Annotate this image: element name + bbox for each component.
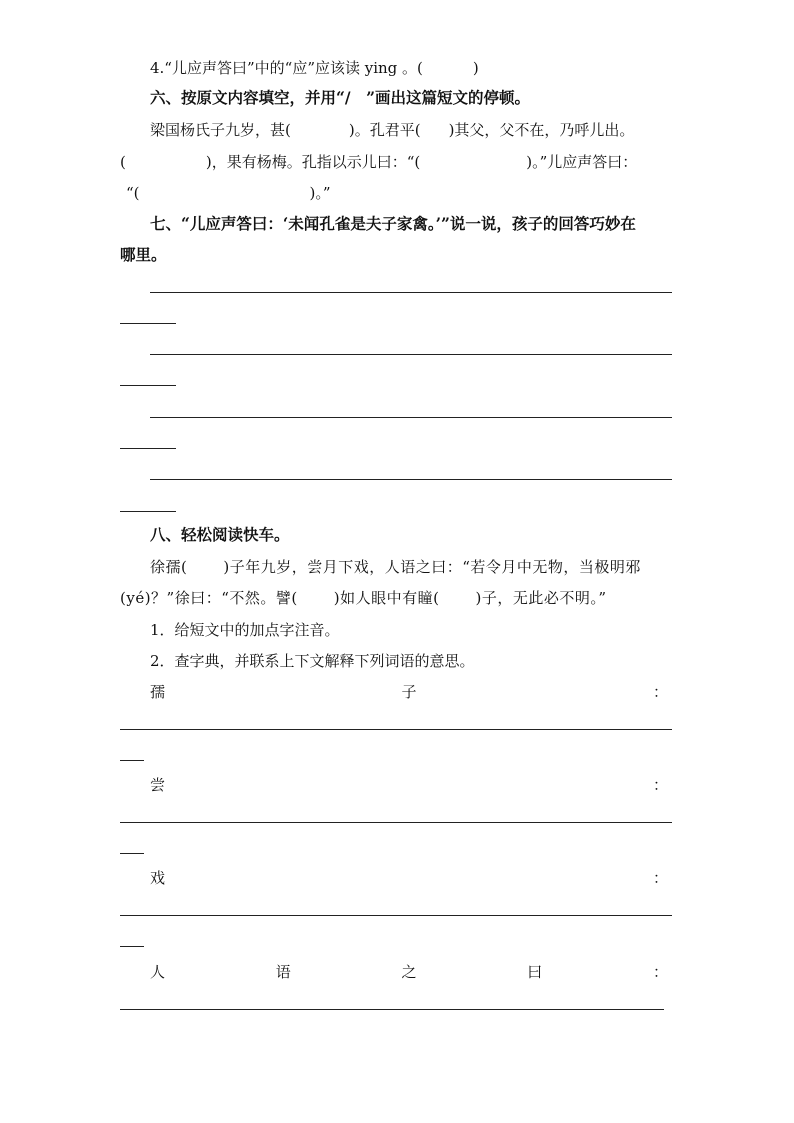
answer-line-end <box>120 385 176 386</box>
answer-line[interactable] <box>120 1009 664 1010</box>
section-8-passage-2: (yé)？”徐曰：“不然。譬( )如人眼中有瞳( )子，无此必不明。” <box>120 589 607 607</box>
answer-line[interactable] <box>120 729 672 730</box>
task-2: 2．查字典，并联系上下文解释下列词语的意思。 <box>150 652 475 670</box>
question-4: 4.“儿应声答曰”中的“应”应该读 ying 。( ) <box>150 59 479 77</box>
answer-line-end <box>120 448 176 449</box>
section-7-title: 七、“儿应声答曰：‘未闻孔雀是夫子家禽。’”说一说，孩子的回答巧妙在 <box>150 214 636 233</box>
answer-line[interactable] <box>150 292 672 293</box>
answer-line[interactable] <box>120 822 672 823</box>
section-6-line-2: ( )，果有杨梅。孔指以示儿曰：“( )。”儿应声答曰： <box>120 153 638 171</box>
answer-line[interactable] <box>120 915 672 916</box>
answer-line-end <box>120 853 144 854</box>
section-8-passage-1: 徐孺( )子年九岁，尝月下戏，人语之曰：“若令月中无物，当极明邪 <box>150 558 641 576</box>
answer-line-end <box>120 760 144 761</box>
answer-line[interactable] <box>150 479 672 480</box>
answer-line-end <box>120 323 176 324</box>
answer-line[interactable] <box>150 417 672 418</box>
task-1: 1．给短文中的加点字注音。 <box>150 621 340 639</box>
word-2-row: 尝 ： <box>150 776 668 794</box>
answer-line[interactable] <box>150 354 672 355</box>
word-3-row: 戏 ： <box>150 869 668 887</box>
answer-line-end <box>120 946 144 947</box>
word-4-row: 人 语 之 曰 ： <box>150 963 668 981</box>
section-6-line-3: “( )。” <box>126 184 331 202</box>
section-7-title-cont: 哪里。 <box>120 245 167 264</box>
section-8-title: 八、轻松阅读快车。 <box>150 525 290 544</box>
section-6-title: 六、按原文内容填空，并用“/ ”画出这篇短文的停顿。 <box>150 88 530 107</box>
answer-line-end <box>120 511 176 512</box>
section-6-line-1: 梁国杨氏子九岁，甚( )。孔君平( )其父，父不在，乃呼儿出。 <box>150 121 635 139</box>
word-1-row: 孺 子 ： <box>150 683 668 701</box>
